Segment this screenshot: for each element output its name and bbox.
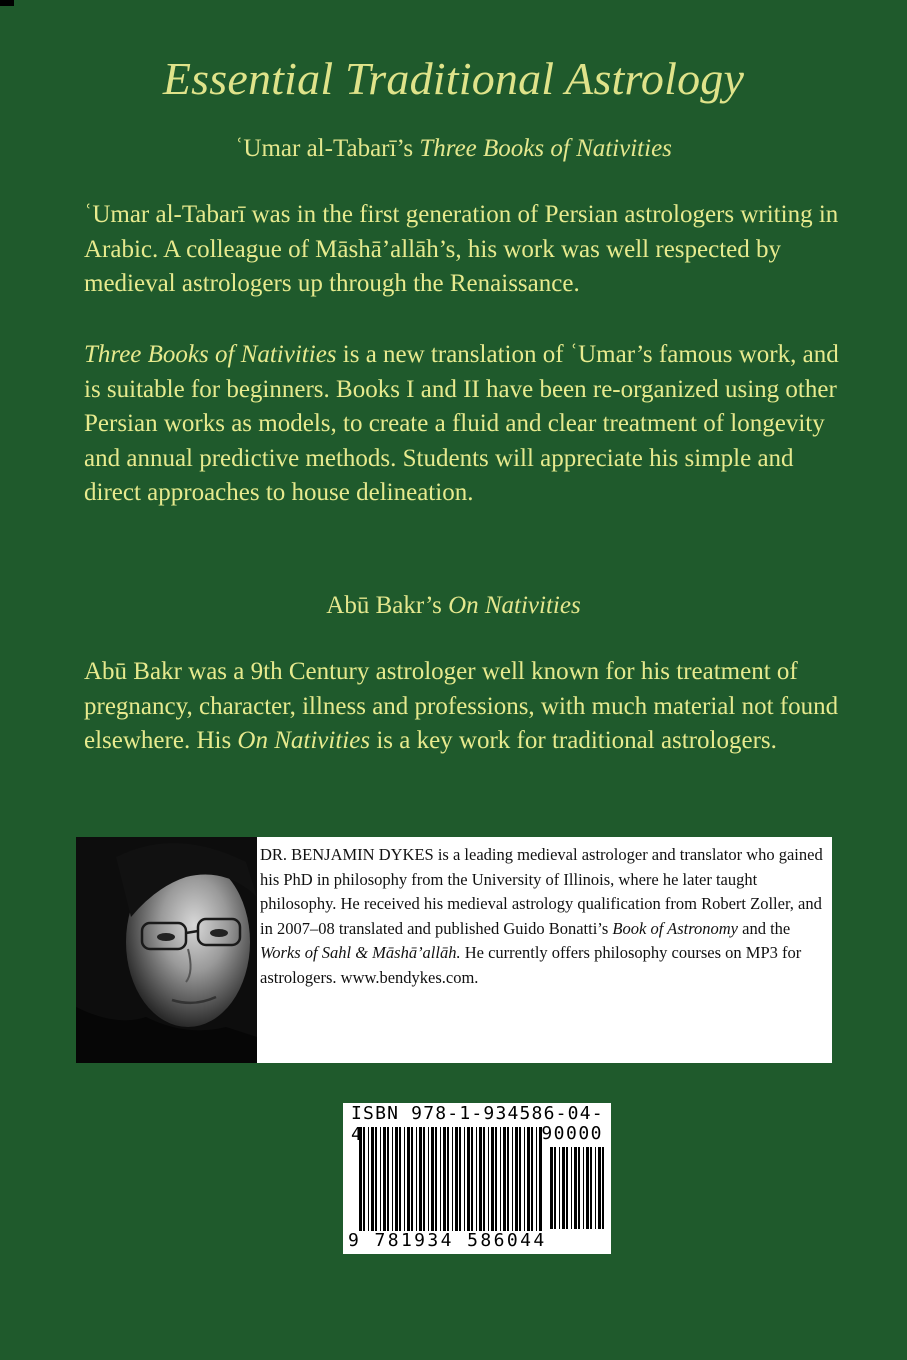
section2-paragraph-title: On Nativities [237,727,371,754]
barcode-bar [550,1147,553,1229]
bio-part-3: He currently offers philosophy courses on MP3 for astrologers. www.bendykes.com. [260,943,802,987]
bio-book-title-2: Works of Sahl & Māshā’allāh. [260,943,461,962]
barcode-bar [586,1147,589,1229]
corner-mark [0,0,14,6]
section2-paragraph-end: is a key work for traditional astrologers. [370,727,777,754]
barcode-bar [571,1147,572,1229]
barcode-bar [598,1147,601,1229]
barcode-bar [578,1147,580,1229]
barcode-bar [602,1147,604,1229]
section1-heading-author: ʿUmar al-Tabarī’s [235,135,420,162]
section2-heading-work: On Nativities [448,592,581,619]
barcode-bar [595,1147,596,1229]
bio-part-2: and the [738,918,791,938]
bio-book-title-1: Book of Astronomy [612,918,738,938]
author-photo [76,837,257,1063]
ean-digits: 9 781934 586044 [348,1230,547,1251]
author-photo-drawing [76,837,257,1063]
barcode-bar [566,1147,568,1229]
barcode-bar [583,1147,584,1229]
barcode-bar [562,1147,565,1229]
section2-paragraph [84,655,844,759]
section1-paragraph-2 [84,338,844,511]
section1-paragraph-2-title: Three Books of Nativities [84,341,337,368]
section2-paragraph-start: Abū Bakr was a 9th Century astrologer well known for his treatment of pregnancy, character, illness and professions, with much material not found elsewhere. His [84,658,839,754]
section1-paragraph-2-body: is a new translation of ʿUmar’s famous work, and is suitable for beginners. Books I and II have been re-organized using other Persian works as models, to create a fluid and clear treatment of longevity and annual predictive methods. Students will appreciate his simple and direct approaches to house delineation. [84,341,839,506]
cover-title: Essential Traditional Astrology [162,53,745,104]
price-code: 90000 [541,1123,603,1144]
bio-part-1: DR. BENJAMIN DYKES is a leading medieval astrologer and translator who gained his PhD in philosophy from the University of Illinois, where he later taught philosophy. He received his medieval astrology qualification from Robert Zoller, and in 2007–08 translated and published Guido Bonatti’s [260,845,823,938]
barcode-bar [574,1147,577,1229]
barcode-bar [559,1147,560,1229]
section1-heading-work: Three Books of Nativities [419,135,672,162]
isbn-label: ISBN 978-1-934586-04-4 [351,1103,604,1145]
author-bio-text [260,843,826,990]
section2-heading [0,592,907,620]
section1-paragraph-1: ʿUmar al-Tabarī was in the first generation of Persian astrologers writing in Arabic. A colleague of Māshā’allāh’s, his work was well respected by medieval astrologers up through the Renaissance. [84,201,839,297]
barcode-bar [554,1147,556,1229]
isbn-barcode [343,1103,611,1254]
barcode-bar [590,1147,592,1229]
section2-heading-author: Abū Bakr’s [326,592,449,619]
section1-heading [0,135,907,163]
author-bio-box [76,837,832,1063]
